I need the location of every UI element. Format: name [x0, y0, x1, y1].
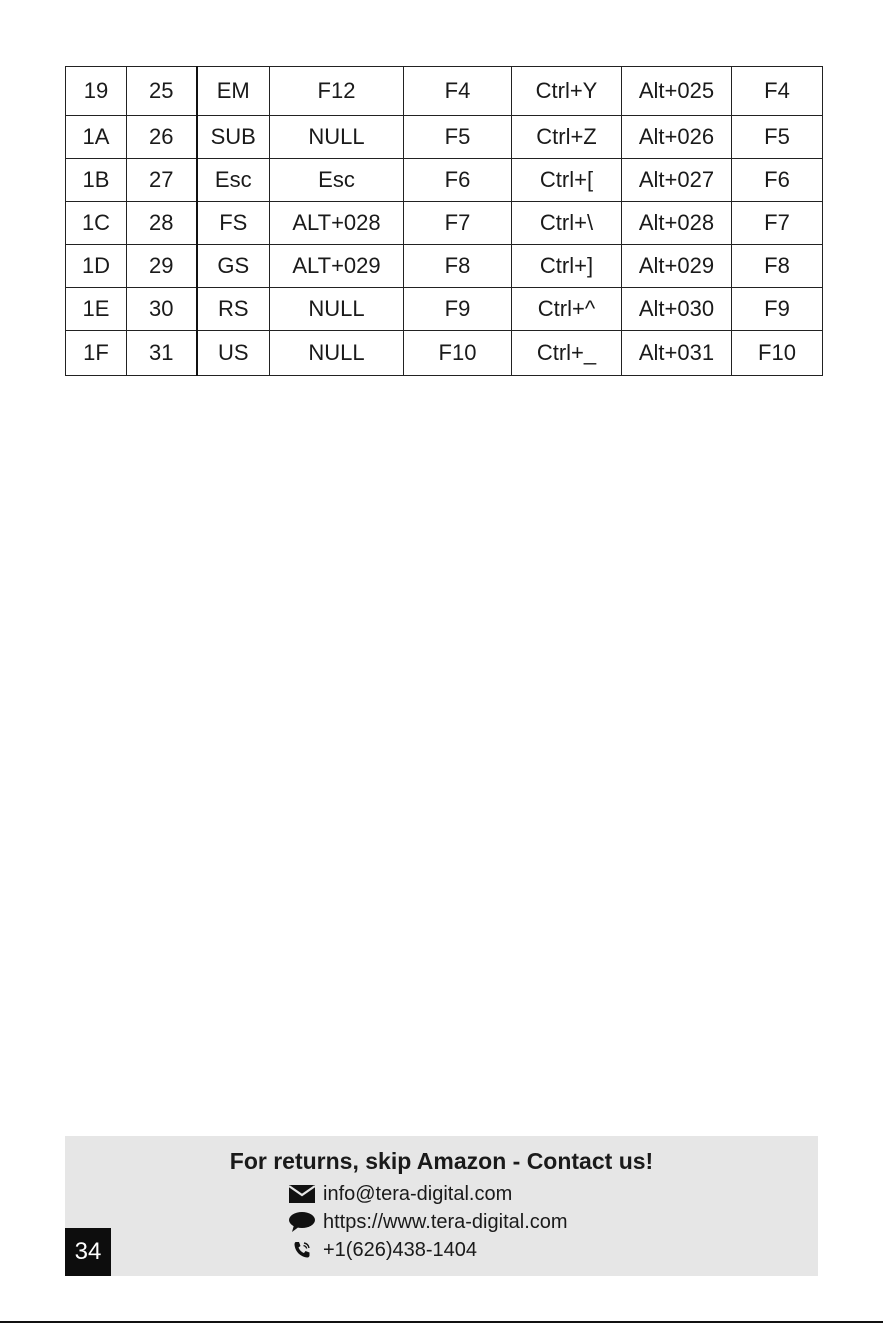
table-cell: Ctrl+Z — [512, 116, 622, 159]
email-text[interactable]: info@tera-digital.com — [323, 1182, 513, 1205]
table-cell: 1B — [66, 159, 127, 202]
table-cell: Alt+029 — [622, 245, 732, 288]
table-cell: 31 — [127, 331, 197, 376]
table-cell: 29 — [127, 245, 197, 288]
bottom-divider — [0, 1321, 883, 1323]
website-contact[interactable] — [287, 1208, 568, 1236]
table-cell: ALT+029 — [270, 245, 404, 288]
table-row — [66, 331, 823, 376]
table-cell: Alt+030 — [622, 288, 732, 331]
table-cell: 1E — [66, 288, 127, 331]
speech-bubble-icon — [287, 1211, 317, 1233]
contact-footer — [65, 1136, 818, 1276]
table-cell: 30 — [127, 288, 197, 331]
phone-text[interactable]: +1(626)438-1404 — [323, 1238, 478, 1261]
table-cell: F8 — [732, 245, 823, 288]
table-cell: NULL — [270, 288, 404, 331]
table-cell: Esc — [270, 159, 404, 202]
envelope-icon — [287, 1184, 317, 1204]
table-cell: F4 — [404, 67, 512, 116]
table-row — [66, 159, 823, 202]
table-cell: F10 — [404, 331, 512, 376]
table-cell: 1D — [66, 245, 127, 288]
table-row — [66, 202, 823, 245]
table-cell: Ctrl+Y — [512, 67, 622, 116]
table-cell: FS — [197, 202, 270, 245]
table-cell: F4 — [732, 67, 823, 116]
table-cell: F9 — [732, 288, 823, 331]
phone-contact[interactable] — [287, 1236, 477, 1264]
table-cell: Ctrl+^ — [512, 288, 622, 331]
table-cell: 26 — [127, 116, 197, 159]
table-cell: RS — [197, 288, 270, 331]
table-cell: EM — [197, 67, 270, 116]
table-cell: 28 — [127, 202, 197, 245]
website-text[interactable]: https://www.tera-digital.com — [323, 1210, 568, 1233]
phone-icon — [287, 1240, 317, 1260]
table-cell: F8 — [404, 245, 512, 288]
key-code-table — [65, 66, 823, 376]
table-cell: Ctrl+\ — [512, 202, 622, 245]
table-cell: Alt+026 — [622, 116, 732, 159]
table-row — [66, 288, 823, 331]
table-cell: F5 — [732, 116, 823, 159]
page-number: 34 — [65, 1228, 111, 1276]
email-contact[interactable] — [287, 1180, 512, 1208]
table-cell: 1A — [66, 116, 127, 159]
table-cell: 19 — [66, 67, 127, 116]
table-cell: Alt+025 — [622, 67, 732, 116]
table-row — [66, 116, 823, 159]
table-cell: US — [197, 331, 270, 376]
table-cell: 1F — [66, 331, 127, 376]
table-cell: F9 — [404, 288, 512, 331]
table-cell: Ctrl+] — [512, 245, 622, 288]
table-cell: GS — [197, 245, 270, 288]
table-cell: 25 — [127, 67, 197, 116]
table-cell: Alt+027 — [622, 159, 732, 202]
footer-title: For returns, skip Amazon - Contact us! — [229, 1148, 654, 1174]
table-cell: Ctrl+_ — [512, 331, 622, 376]
table-cell: NULL — [270, 116, 404, 159]
table-cell: ALT+028 — [270, 202, 404, 245]
table-cell: 27 — [127, 159, 197, 202]
table-cell: Ctrl+[ — [512, 159, 622, 202]
table-cell: NULL — [270, 331, 404, 376]
table-cell: F10 — [732, 331, 823, 376]
table-cell: Alt+028 — [622, 202, 732, 245]
table-row — [66, 245, 823, 288]
table-cell: F7 — [404, 202, 512, 245]
table-cell: F6 — [404, 159, 512, 202]
table-cell: F12 — [270, 67, 404, 116]
table-cell: Esc — [197, 159, 270, 202]
table-cell: F6 — [732, 159, 823, 202]
table-cell: F5 — [404, 116, 512, 159]
table-cell: 1C — [66, 202, 127, 245]
table-row — [66, 67, 823, 116]
table-cell: SUB — [197, 116, 270, 159]
table-cell: Alt+031 — [622, 331, 732, 376]
table-cell: F7 — [732, 202, 823, 245]
